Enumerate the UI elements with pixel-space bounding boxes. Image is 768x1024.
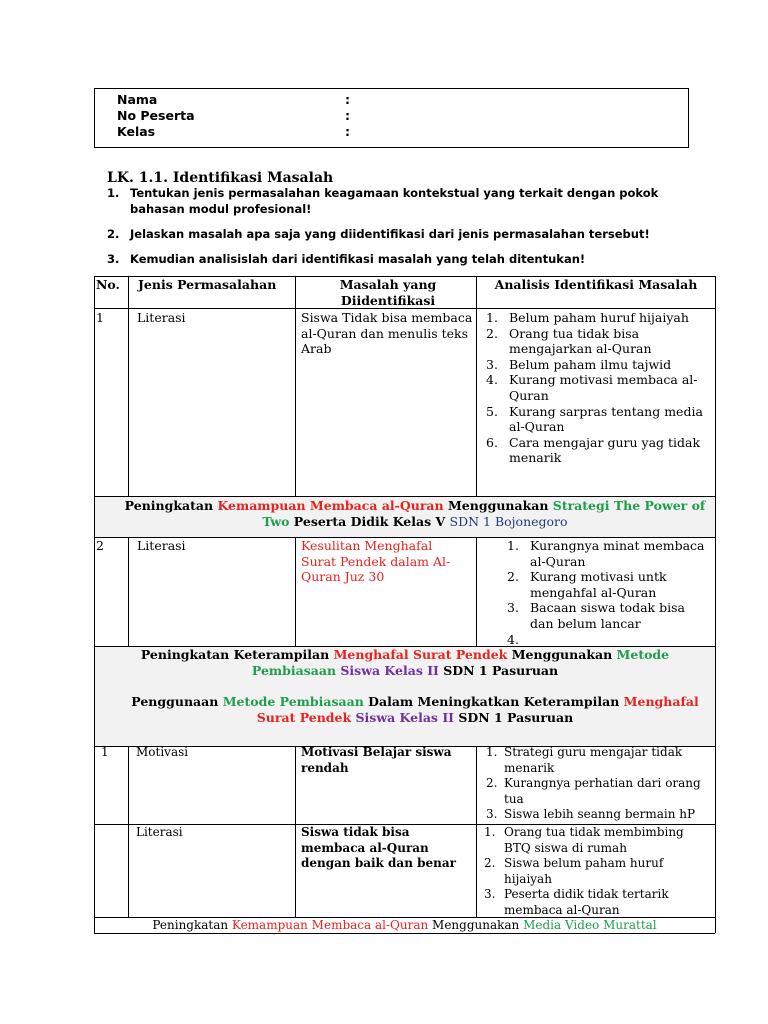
banner-2-title-b: Penggunaan Metode Pembiasaan Dalam Meningkatkan Keterampilan Menghafal Surat Pendek Siswa Kelas II SDN 1 Pasuruan (131, 694, 699, 725)
row-1-no: 1 (96, 310, 104, 325)
table-border (295, 276, 296, 496)
row-4-jenis: Literasi (136, 825, 183, 839)
instruction-number: 3. (107, 252, 120, 266)
banner-2-title-a: Peningkatan Keterampilan Menghafal Surat Pendek Menggunakan Metode Pembiasaan Siswa Kelas II SDN 1 Pasuruan (140, 647, 670, 678)
header-masalah: Masalah yang Diidentifikasi (339, 277, 437, 308)
banner-1-title: Peningkatan Kemampuan Membaca al-Quran Menggunakan Strategi The Power of Two Peserta Didik Kelas V SDN 1 Bojonegoro (124, 498, 706, 529)
list-item: 2. Kurangnya perhatian dari orang tua (486, 776, 701, 806)
instruction-text: Tentukan jenis permasalahan keagamaan kontekstual yang terkait dengan pokok bahasan modul profesional! (130, 186, 659, 216)
table-border (94, 746, 95, 933)
row-3-masalah: Motivasi Belajar siswa rendah (301, 745, 452, 775)
participant-number-label: No Peserta (117, 108, 195, 123)
list-item: 1. Kurangnya minat membaca al-Quran (507, 538, 705, 569)
list-item: 2. Siswa belum paham huruf hijaiyah (484, 856, 664, 886)
row-1-jenis: Literasi (137, 310, 186, 325)
row-4-analisis-list (484, 825, 712, 919)
list-item: 6. Cara mengajar guru yag tidak menarik (486, 434, 701, 466)
list-item: 2. Orang tua tidak bisa mengajarkan al-Quran (486, 325, 652, 357)
table-border (128, 537, 129, 646)
class-colon: : (345, 124, 350, 139)
table-border (476, 746, 477, 917)
list-item: 3. Belum paham ilmu tajwid (486, 356, 672, 372)
table-border (476, 276, 477, 496)
row-3-jenis: Motivasi (136, 745, 189, 759)
row-2-analisis-list: 1. Kurangnya minat membaca al-Quran 2. Kurang motivasi untk mengahfal al-Quran 3. Bacaan siswa todak bisa dan belum lancar 4. (507, 538, 712, 632)
list-item: 1. Strategi guru mengajar tidak menarik (486, 745, 683, 775)
table-border (128, 276, 129, 496)
table-border (715, 746, 716, 933)
table-border (295, 746, 296, 917)
row-2-no: 2 (96, 538, 104, 553)
list-item: 1. Orang tua tidak membimbing BTQ siswa di rumah (484, 825, 684, 855)
table-border (94, 496, 715, 497)
instruction-number: 2. (107, 227, 120, 241)
list-item: 3. Siswa lebih seanng bermain hP (486, 807, 696, 822)
class-label: Kelas (117, 124, 156, 139)
table-border (94, 276, 95, 746)
table-border (295, 537, 296, 646)
list-item: 5. Kurang sarpras tentang media al-Quran (486, 403, 703, 435)
page-title: LK. 1.1. Identifikasi Masalah (107, 170, 334, 186)
row-1-masalah: Siswa Tidak bisa membaca al-Quran dan menulis teks Arab (301, 310, 473, 357)
row-4-masalah: Siswa tidak bisa membaca al-Quran dengan baik dan benar (301, 825, 456, 871)
banner-3-title: Peningkatan Kemampuan Membaca al-Quran Menggunakan Media Video Murattal (152, 918, 657, 932)
list-item: 3. Bacaan siswa todak bisa dan belum lancar (507, 600, 685, 631)
instruction-number: 1. (107, 186, 120, 200)
table-border (715, 276, 716, 746)
row-3-analisis-list (486, 745, 712, 823)
row-1-analisis-list (486, 310, 712, 466)
row-2-jenis: Literasi (137, 538, 186, 553)
instruction-text: Jelaskan masalah apa saja yang diidentifikasi dari jenis permasalahan tersebut! (130, 227, 650, 241)
list-item: 2. Kurang motivasi untk mengahfal al-Quran (507, 569, 667, 600)
row-2-masalah: Kesulitan Menghafal Surat Pendek dalam Al-Quran Juz 30 (301, 538, 451, 585)
header-no: No. (96, 277, 120, 292)
name-label: Nama (117, 92, 158, 107)
identity-box (94, 88, 689, 148)
list-item: 4. Kurang motivasi membaca al-Quran (486, 372, 698, 403)
list-item: 1. Belum paham huruf hijaiyah (486, 310, 689, 325)
table-border (128, 746, 129, 917)
list-item: 3. Peserta didik tidak tertarik membaca al-Quran (484, 887, 669, 917)
header-jenis: Jenis Permasalahan (138, 277, 277, 292)
table-border (476, 537, 477, 646)
row-3-no: 1 (101, 745, 109, 759)
instruction-text: Kemudian analisislah dari identifikasi masalah yang telah ditentukan! (130, 252, 586, 266)
header-analisis: Analisis Identifikasi Masalah (494, 277, 698, 292)
participant-number-colon: : (345, 108, 350, 123)
name-colon: : (345, 92, 350, 107)
